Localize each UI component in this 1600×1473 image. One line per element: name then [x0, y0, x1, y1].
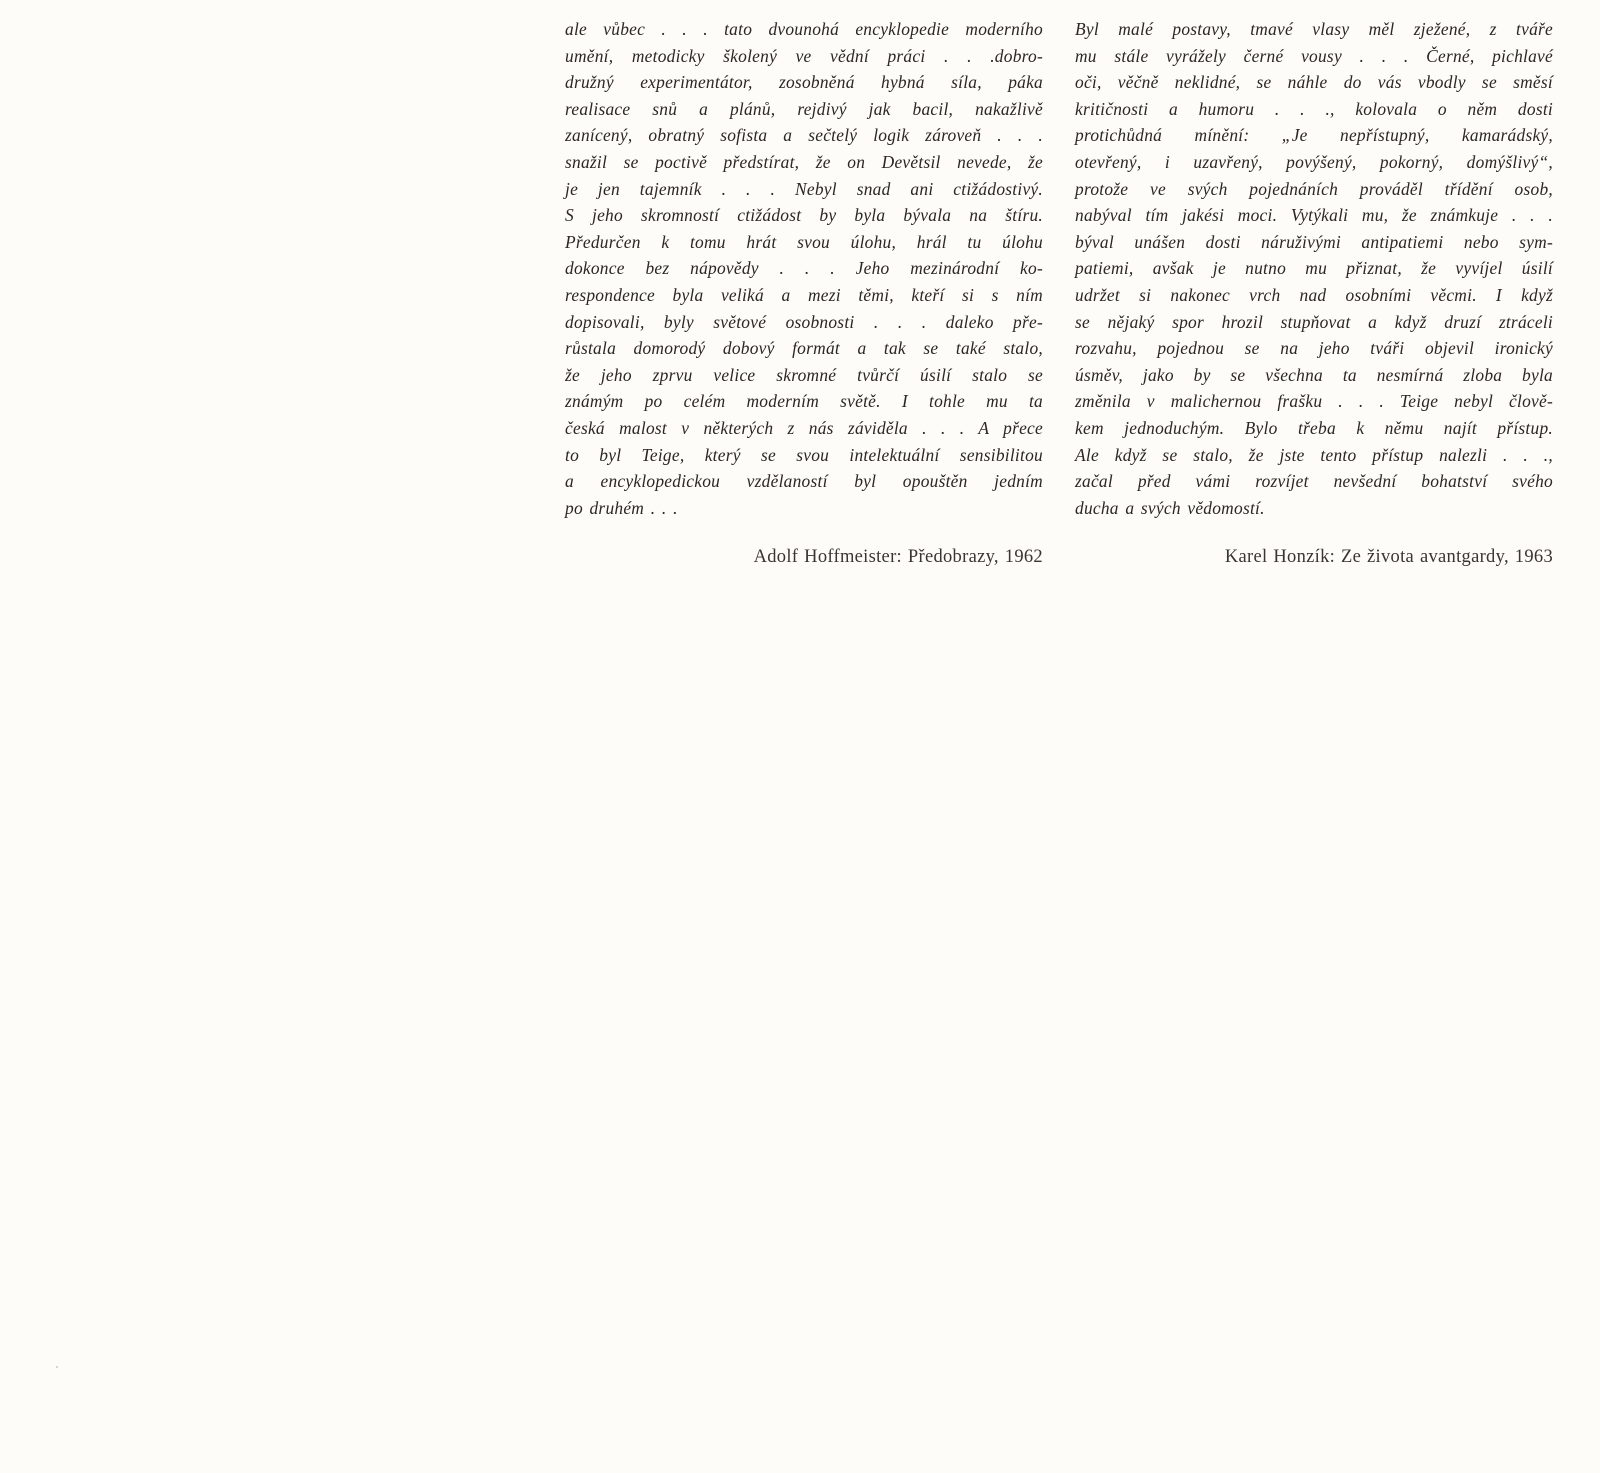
text-line: dopisovali, byly světové osobnosti . . . daleko pře-	[565, 311, 1043, 332]
text-line: protichůdná mínění: „Je nepřístupný, kamarádský,	[1075, 125, 1553, 146]
text-line: Předurčen k tomu hrát svou úlohu, hrál tu úlohu	[565, 231, 1043, 252]
text-line: zanícený, obratný sofista a sečtelý logik zároveň . . .	[565, 125, 1043, 146]
honzik-attribution: Karel Honzík: Ze života avantgardy, 1963	[1224, 547, 1553, 567]
text-line: ale vůbec . . . tato dvounohá encyklopedie moderního	[565, 19, 1043, 39]
text-line: otevřený, i uzavřený, povýšený, pokorný, domýšlivý“,	[1075, 151, 1553, 172]
text-line: že jeho zprvu velice skromné tvůrčí úsilí stalo se	[565, 364, 1043, 385]
text-line: česká malost v některých z nás záviděla . . . A přece	[565, 417, 1043, 438]
text-line: to byl Teige, který se svou intelektuální sensibilitou	[565, 444, 1043, 465]
text-line: kritičnosti a humoru . . ., kolovala o něm dosti	[1075, 98, 1553, 119]
text-line: protože ve svých pojednáních prováděl třídění osob,	[1075, 178, 1553, 199]
text-line: družný experimentátor, zosobněná hybná síla, páka	[565, 72, 1043, 93]
text-line: S jeho skromností ctižádost by byla bývala na štíru.	[565, 205, 1043, 226]
honzik-quote	[1075, 16, 1553, 522]
text-line: je jen tajemník . . . Nebyl snad ani ctižádostivý.	[565, 178, 1043, 199]
text-line: udržet si nakonec vrch nad osobními věcmi. I když	[1075, 284, 1553, 305]
text-line: patiemi, avšak je nutno mu přiznat, že vyvíjel úsilí	[1075, 258, 1553, 279]
text-line: mu stále vyrážely černé vousy . . . Černé, pichlavé	[1075, 45, 1553, 66]
hoffmeister-attribution: Adolf Hoffmeister: Předobrazy, 1962	[753, 547, 1043, 567]
text-line: ducha a svých vědomostí.	[1075, 497, 1265, 518]
text-line: realisace snů a plánů, rejdivý jak bacil, nakažlivě	[565, 98, 1043, 119]
text-line: Ale když se stalo, že jste tento přístup nalezli . . .,	[1075, 444, 1553, 465]
text-line: rozvahu, pojednou se na jeho tváři objevil ironický	[1075, 338, 1553, 359]
text-line: začal před vámi rozvíjet nevšední bohatství svého	[1075, 471, 1553, 492]
text-line: po druhém . . .	[565, 497, 678, 518]
paper-speck	[56, 1366, 58, 1368]
text-line: se nějaký spor hrozil stupňovat a když druzí ztráceli	[1075, 311, 1553, 332]
right-column	[1075, 16, 1553, 568]
text-line: růstala domorodý dobový formát a tak se také stalo,	[565, 338, 1043, 359]
text-line: umění, metodicky školený ve vědní práci . . .dobro-	[565, 45, 1043, 66]
text-line: oči, věčně neklidné, se náhle do vás vbodly se směsí	[1075, 72, 1553, 93]
text-line: dokonce bez nápovědy . . . Jeho mezinárodní ko-	[565, 258, 1043, 279]
text-line: změnila v malichernou frašku . . . Teige nebyl člově-	[1075, 391, 1553, 412]
text-line: a encyklopedickou vzdělaností byl opouštěn jedním	[565, 471, 1043, 492]
text-line: býval unášen dosti náruživými antipatiemi nebo sym-	[1075, 231, 1553, 252]
text-line: Byl malé postavy, tmavé vlasy měl zježené, z tváře	[1075, 19, 1553, 39]
text-line: nabýval tím jakési moci. Vytýkali mu, že známkuje . . .	[1075, 205, 1553, 226]
text-line: úsměv, jako by se všechna ta nesmírná zloba byla	[1075, 364, 1553, 385]
hoffmeister-quote	[565, 16, 1043, 522]
left-column	[565, 16, 1043, 568]
text-line: známým po celém moderním světě. I tohle mu ta	[565, 391, 1043, 412]
text-line: respondence byla veliká a mezi těmi, kteří si s ním	[565, 284, 1043, 305]
text-line: kem jednoduchým. Bylo třeba k němu najít přístup.	[1075, 417, 1553, 438]
text-line: snažil se poctivě předstírat, že on Devětsil nevede, že	[565, 151, 1043, 172]
